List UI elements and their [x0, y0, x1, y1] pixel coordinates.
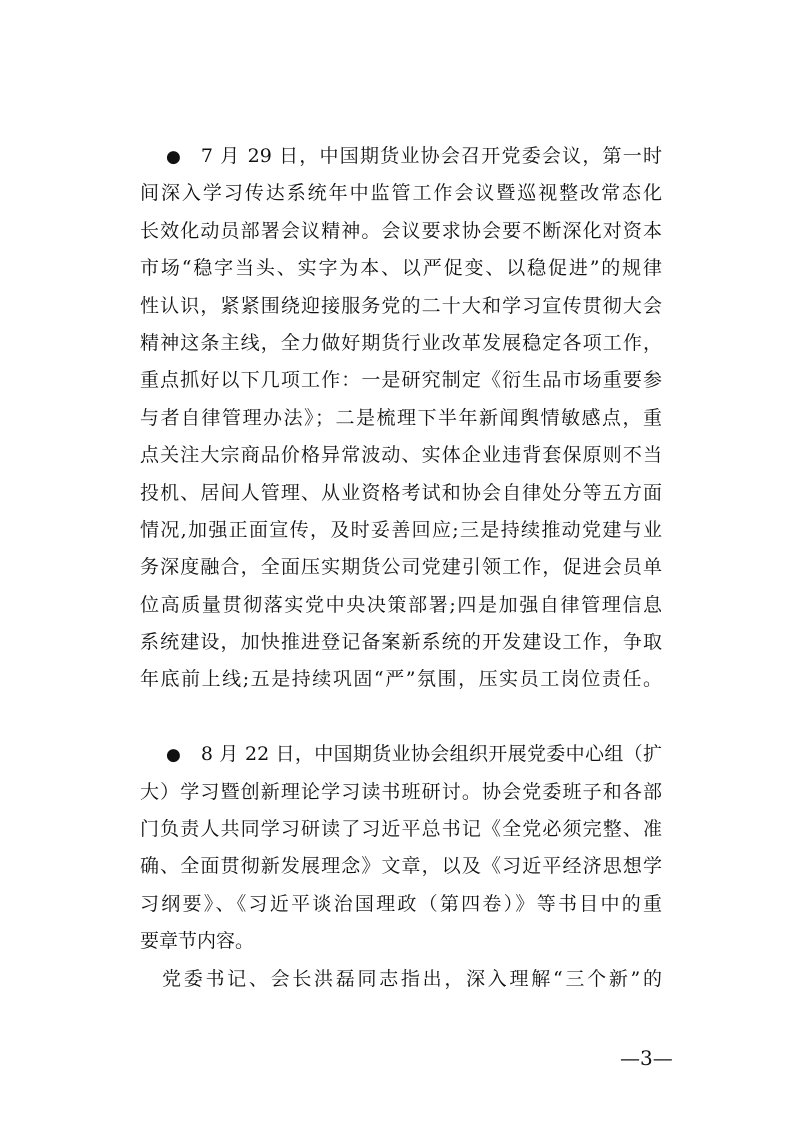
text-line — [140, 736, 662, 773]
text-line: 与者自律管理办法》；二是梳理下半年新闻舆情敏感点，重 — [140, 406, 662, 429]
text-line: 年底前上线;五是持续巩固“严”氛围，压实员工岗位责任。 — [140, 668, 662, 691]
text-line: 投机、居间人管理、从业资格考试和协会自律处分等五方面 — [140, 481, 662, 504]
text-line: 精神这条主线，全力做好期货行业改革发展稳定各项工作， — [140, 331, 662, 354]
paragraph-july-29 — [140, 138, 662, 699]
text-line: 性认识，紧紧围绕迎接服务党的二十大和学习宣传贯彻大会 — [140, 294, 662, 317]
text-line: 市场“稳字当头、实字为本、以严促变、以稳促进”的规律 — [140, 257, 662, 280]
text-line: 大）学习暨创新理论学习读书班研讨。协会党委班子和各部 — [140, 780, 662, 803]
page-number: —3— — [620, 1046, 673, 1070]
body-text — [140, 138, 662, 998]
paragraph-august-22 — [140, 736, 662, 960]
text-line: 长效化动员部署会议精神。会议要求协会要不断深化对资本 — [140, 219, 662, 242]
text-line: 习纲要》、《习近平谈治国理政（第四卷）》等书目中的重 — [140, 892, 662, 915]
text-line: 务深度融合，全面压实期货公司党建引领工作，促进会员单 — [140, 556, 662, 579]
text-line — [140, 138, 662, 175]
text-line: 要章节内容。 — [140, 930, 255, 953]
text-line: 情况,加强正面宣传，及时妥善回应;三是持续推动党建与业 — [140, 518, 662, 541]
bullet-marker: ● — [166, 147, 181, 167]
text-line: 点关注大宗商品价格异常波动、实体企业违背套保原则不当 — [140, 444, 662, 467]
text-line: 位高质量贯彻落实党中央决策部署;四是加强自律管理信息 — [140, 593, 662, 616]
text-line: 系统建设，加快推进登记备案新系统的开发建设工作，争取 — [140, 631, 662, 654]
text-line: 门负责人共同学习研读了习近平总书记《全党必须完整、准 — [140, 818, 662, 841]
text-line: 党委书记、会长洪磊同志指出，深入理解“三个新”的 — [162, 967, 662, 990]
text-line: 重点抓好以下几项工作：一是研究制定《衍生品市场重要参 — [140, 369, 662, 392]
bullet-marker: ● — [166, 745, 181, 766]
text-line: 确、全面贯彻新发展理念》文章，以及《习近平经济思想学 — [140, 855, 662, 878]
text-line-content: 8 月 22 日，中国期货业协会组织开展党委中心组（扩 — [200, 743, 662, 766]
paragraph-secretary-remarks — [140, 961, 662, 998]
text-line-content: 7 月 29 日，中国期货业协会召开党委会议，第一时 — [200, 145, 662, 167]
paragraph-gap — [140, 699, 662, 736]
text-line: 间深入学习传达系统年中监管工作会议暨巡视整改常态化 — [140, 182, 662, 205]
